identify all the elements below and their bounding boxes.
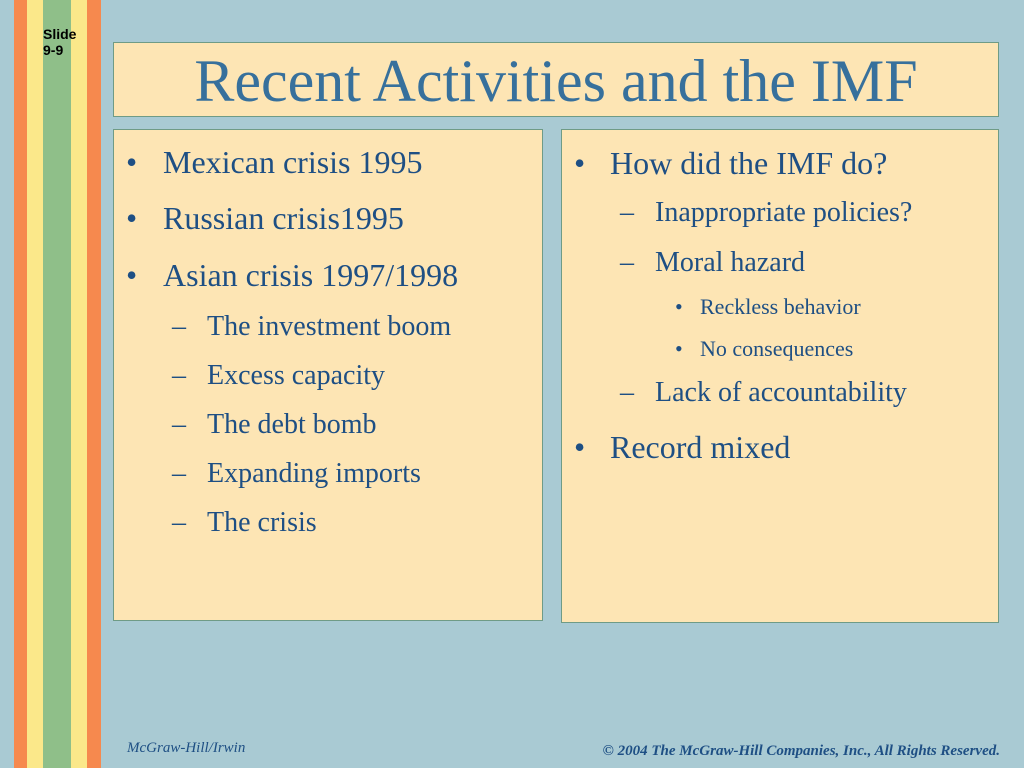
list-item-text: The debt bomb — [207, 409, 377, 440]
title-box — [113, 42, 999, 117]
bullet-marker: • — [126, 144, 138, 180]
dash-marker: – — [620, 197, 634, 228]
list-item-text: Mexican crisis 1995 — [163, 144, 423, 180]
slide-number-value: 9-9 — [43, 42, 64, 58]
list-item — [114, 144, 542, 180]
list-item-text: Lack of accountability — [655, 377, 907, 408]
list-item — [562, 429, 998, 465]
list-item — [562, 336, 998, 362]
list-item-text: Moral hazard — [655, 247, 806, 278]
bullet-marker: • — [574, 429, 586, 465]
decorative-stripes — [0, 0, 105, 768]
list-item-text: Expanding imports — [207, 458, 421, 489]
left-content-box — [113, 129, 543, 621]
bullet-marker: • — [126, 257, 138, 293]
list-item — [562, 197, 998, 229]
list-item-text: Record mixed — [610, 429, 791, 465]
footer-copyright: © 2004 The McGraw-Hill Companies, Inc., All Rights Reserved. — [602, 743, 1000, 759]
list-item-text: Inappropriate policies? — [655, 197, 913, 228]
dash-marker: – — [172, 458, 186, 489]
list-item-text: No consequences — [700, 336, 854, 361]
dash-marker: – — [620, 247, 634, 278]
list-item — [114, 458, 542, 490]
list-item — [114, 311, 542, 343]
list-item — [562, 145, 998, 181]
slide-label: Slide — [43, 26, 77, 42]
stripe-yellow — [27, 0, 43, 768]
list-item — [114, 200, 542, 236]
slide-number — [43, 26, 76, 58]
dash-marker: – — [620, 377, 634, 408]
dash-marker: – — [172, 360, 186, 391]
list-item — [562, 377, 998, 409]
right-content-box — [561, 129, 999, 623]
right-bullet-list — [562, 130, 998, 622]
list-item-text: The crisis — [207, 507, 317, 538]
stripe-orange — [14, 0, 27, 768]
bullet-marker: • — [675, 336, 683, 361]
list-item — [562, 294, 998, 320]
bullet-marker: • — [574, 145, 586, 181]
stripe-orange-2 — [87, 0, 101, 768]
stripe-bg — [0, 0, 14, 768]
list-item — [114, 409, 542, 441]
list-item-text: Asian crisis 1997/1998 — [163, 257, 459, 293]
list-item-text: The investment boom — [207, 311, 452, 342]
list-item-text: Excess capacity — [207, 360, 386, 391]
left-bullet-list — [114, 130, 542, 620]
list-item-text: Russian crisis1995 — [163, 200, 404, 236]
bullet-marker: • — [675, 294, 683, 319]
footer-publisher: McGraw-Hill/Irwin — [127, 740, 246, 756]
list-item — [114, 507, 542, 539]
dash-marker: – — [172, 409, 186, 440]
stripe-green — [43, 0, 71, 768]
list-item — [114, 360, 542, 392]
dash-marker: – — [172, 311, 186, 342]
list-item — [562, 247, 998, 279]
dash-marker: – — [172, 507, 186, 538]
list-item-text: How did the IMF do? — [610, 145, 888, 181]
slide-title: Recent Activities and the IMF — [194, 48, 918, 114]
bullet-marker: • — [126, 200, 138, 236]
list-item — [114, 257, 542, 293]
list-item-text: Reckless behavior — [700, 294, 861, 319]
stripe-yellow-2 — [71, 0, 87, 768]
